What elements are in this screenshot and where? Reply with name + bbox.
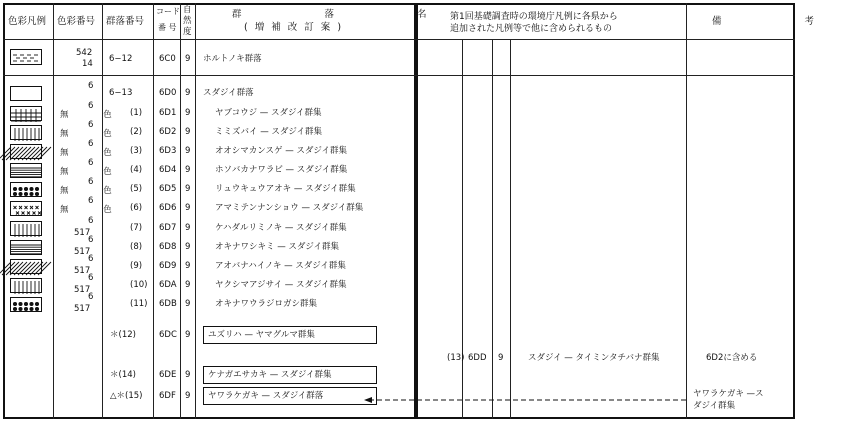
row0-name: ホルトノキ群落 bbox=[203, 54, 262, 64]
row-group-11: (11) bbox=[130, 299, 148, 309]
row-code-13: 6DE bbox=[159, 370, 177, 380]
row-color-a-11: 6 bbox=[88, 292, 94, 302]
row-nat-13: 9 bbox=[185, 370, 191, 380]
legend-swatch-6 bbox=[10, 201, 42, 216]
row-color-b-8: 517 bbox=[74, 247, 91, 257]
row-color-a-6: 6 bbox=[88, 196, 94, 206]
row-nat-5: 9 bbox=[185, 184, 191, 194]
row-group-5: (5) bbox=[130, 184, 143, 194]
row-name-4: ホソバカナワラビ — スダジイ群集 bbox=[215, 165, 348, 175]
row0-color-a: 542 bbox=[76, 48, 93, 58]
right-entry-number: (13) bbox=[447, 353, 465, 363]
rcol-line-3 bbox=[492, 39, 493, 419]
dots-pattern-icon bbox=[11, 185, 41, 198]
row-code-7: 6D7 bbox=[159, 223, 177, 233]
row-group-14: △＊(15) bbox=[110, 391, 143, 401]
row-group-6: (6) bbox=[130, 203, 143, 213]
row-nat-7: 9 bbox=[185, 223, 191, 233]
row-code-2: 6D2 bbox=[159, 127, 177, 137]
row-code-10: 6DA bbox=[159, 280, 177, 290]
legend-swatch-11 bbox=[10, 297, 42, 312]
legend-swatch-9 bbox=[10, 259, 42, 274]
row-name-14: ヤワラケガキ — スダジイ群落 bbox=[208, 391, 324, 401]
row0-code: 6C0 bbox=[159, 54, 176, 64]
row-name-11: オキナワウラジロガシ群集 bbox=[215, 299, 318, 309]
header-color-number: 色彩番号 bbox=[57, 16, 96, 27]
row-mu-3: 無 色 bbox=[60, 148, 128, 158]
plain-pattern-icon bbox=[11, 89, 41, 102]
row-name-10: ヤクシマアジサイ — スダジイ群集 bbox=[215, 280, 347, 290]
row-nat-9: 9 bbox=[185, 261, 191, 271]
col-line-4 bbox=[180, 3, 181, 419]
dots-pattern-icon bbox=[11, 300, 41, 313]
rcol-line-4 bbox=[510, 39, 511, 419]
row-nat-3: 9 bbox=[185, 146, 191, 156]
row-color-a-5: 6 bbox=[88, 177, 94, 187]
row-nat-10: 9 bbox=[185, 280, 191, 290]
row-nat-2: 9 bbox=[185, 127, 191, 137]
row-nat-0: 9 bbox=[185, 88, 191, 98]
row-name-0: スダジイ群落 bbox=[203, 88, 254, 98]
row-group-3: (3) bbox=[130, 146, 143, 156]
header-rule-right bbox=[416, 39, 795, 40]
legend-swatch-5 bbox=[10, 182, 42, 197]
row-group-4: (4) bbox=[130, 165, 143, 175]
row-nat-11: 9 bbox=[185, 299, 191, 309]
row-name-1: ヤブコウジ — スダジイ群集 bbox=[215, 108, 322, 118]
horiz-pattern-icon bbox=[11, 166, 41, 179]
row-mu-5: 無 色 bbox=[60, 186, 128, 196]
row-color-b-7: 517 bbox=[74, 228, 91, 238]
row-group-10: (10) bbox=[130, 280, 148, 290]
row-nat-14: 9 bbox=[185, 391, 191, 401]
row-name-8: オキナワシキミ — スダジイ群集 bbox=[215, 242, 339, 252]
header-first-survey-2: 追加された凡例等で他に含められるもの bbox=[450, 24, 613, 34]
row-name-6: アマミテンナンショウ — スダジイ群集 bbox=[215, 203, 364, 213]
header-name-1: 群 落 名 bbox=[232, 9, 467, 20]
row-color-a-7: 6 bbox=[88, 216, 94, 226]
row-nat-6: 9 bbox=[185, 203, 191, 213]
row-group-9: (9) bbox=[130, 261, 143, 271]
header-natural-3: 度 bbox=[183, 27, 192, 37]
row-name-3: オオシマカンスゲ — スダジイ群集 bbox=[215, 146, 347, 156]
row-color-b-9: 517 bbox=[74, 266, 91, 276]
header-code-1: コード bbox=[156, 7, 180, 16]
rcol-line-1 bbox=[686, 3, 687, 419]
row-code-0: 6D0 bbox=[159, 88, 177, 98]
row-name-5: リュウキュウアオキ — スダジイ群集 bbox=[215, 184, 356, 194]
row-color-a-4: 6 bbox=[88, 158, 94, 168]
row-color-a-1: 6 bbox=[88, 101, 94, 111]
diag-pattern-icon bbox=[11, 262, 41, 275]
row-mu-2: 無 色 bbox=[60, 129, 128, 139]
diag-pattern-icon bbox=[11, 147, 41, 160]
row-group-0: 6−13 bbox=[109, 88, 133, 98]
legend-swatch-10 bbox=[10, 278, 42, 293]
row-code-14: 6DF bbox=[159, 391, 176, 401]
row-color-a-2: 6 bbox=[88, 120, 94, 130]
right-entry-nat: 9 bbox=[498, 353, 504, 363]
col-line-5 bbox=[195, 3, 196, 419]
row0-rule-right bbox=[416, 75, 795, 76]
row-color-a-3: 6 bbox=[88, 139, 94, 149]
row-mu-4: 無 色 bbox=[60, 167, 128, 177]
row-group-8: (8) bbox=[130, 242, 143, 252]
row-mu-6: 無 色 bbox=[60, 205, 128, 215]
row-code-4: 6D4 bbox=[159, 165, 177, 175]
row-color-a-0: 6 bbox=[88, 81, 94, 91]
legend-swatch-dashed bbox=[10, 49, 42, 65]
legend-swatch-1 bbox=[10, 106, 42, 121]
row-nat-4: 9 bbox=[185, 165, 191, 175]
row-code-11: 6DB bbox=[159, 299, 177, 309]
row-name-9: アオバナハイノキ — スダジイ群集 bbox=[215, 261, 346, 271]
row-group-2: (2) bbox=[130, 127, 143, 137]
vert-pattern-icon bbox=[11, 224, 41, 237]
row-color-a-9: 6 bbox=[88, 254, 94, 264]
header-natural-2: 然 bbox=[183, 16, 192, 26]
header-color-legend: 色彩凡例 bbox=[8, 16, 47, 27]
row-code-5: 6D5 bbox=[159, 184, 177, 194]
vert-pattern-icon bbox=[11, 281, 41, 294]
row-group-12: ＊(12) bbox=[110, 330, 136, 340]
row-name-7: ケハダルリミノキ — スダジイ群集 bbox=[215, 223, 347, 233]
right-entry-remark: 6D2に含める bbox=[706, 353, 758, 363]
row-code-3: 6D3 bbox=[159, 146, 177, 156]
legend-swatch-0 bbox=[10, 86, 42, 101]
row0-rule-left bbox=[3, 75, 416, 76]
row-code-1: 6D1 bbox=[159, 108, 177, 118]
right-entry-remark2-line1: ヤワラケガキ —ス bbox=[693, 389, 764, 399]
header-group-number: 群落番号 bbox=[106, 16, 145, 27]
dashed-arrow-icon bbox=[360, 392, 690, 408]
row0-nat: 9 bbox=[185, 54, 191, 64]
row-nat-8: 9 bbox=[185, 242, 191, 252]
header-remarks: 備 考 bbox=[712, 16, 854, 27]
legend-swatch-3 bbox=[10, 144, 42, 159]
right-entry-remark2-line2: ダジイ群集 bbox=[693, 401, 736, 411]
header-name-2: ( 増 補 改 訂 案 ) bbox=[244, 22, 344, 33]
cross-pattern-icon bbox=[11, 204, 41, 217]
row-name-13: ケナガエサカキ — スダジイ群集 bbox=[208, 370, 332, 380]
row-name-2: ミミズバイ — スダジイ群集 bbox=[215, 127, 322, 137]
row-name-box-13 bbox=[203, 366, 377, 384]
right-entry-name: スダジイ — タイミンタチバナ群集 bbox=[528, 353, 660, 363]
legend-swatch-7 bbox=[10, 221, 42, 236]
row-color-a-8: 6 bbox=[88, 235, 94, 245]
row-group-1: (1) bbox=[130, 108, 143, 118]
row-mu-1: 無 色 bbox=[60, 110, 128, 120]
dashed-pattern-icon bbox=[11, 51, 41, 65]
row-color-a-10: 6 bbox=[88, 273, 94, 283]
header-rule-left bbox=[3, 39, 416, 40]
legend-swatch-8 bbox=[10, 240, 42, 255]
row-name-12: ユズリハ — ヤマグルマ群集 bbox=[208, 330, 315, 340]
col-line-1 bbox=[53, 3, 54, 419]
row-code-6: 6D6 bbox=[159, 203, 177, 213]
grid-pattern-icon bbox=[11, 109, 41, 122]
col-line-3 bbox=[153, 3, 154, 419]
row-nat-12: 9 bbox=[185, 330, 191, 340]
row-color-b-10: 517 bbox=[74, 285, 91, 295]
row-name-box-12 bbox=[203, 326, 377, 344]
row0-group: 6−12 bbox=[109, 54, 133, 64]
row-nat-1: 9 bbox=[185, 108, 191, 118]
header-code-2: 番 号 bbox=[158, 23, 177, 32]
header-natural-1: 自 bbox=[183, 5, 192, 15]
row-color-b-11: 517 bbox=[74, 304, 91, 314]
row0-color-b: 14 bbox=[82, 59, 93, 69]
row-group-7: (7) bbox=[130, 223, 143, 233]
right-entry-code: 6DD bbox=[468, 353, 487, 363]
row-code-9: 6D9 bbox=[159, 261, 177, 271]
header-first-survey-1: 第1回基礎調査時の環境庁凡例に各県から bbox=[450, 12, 618, 22]
row-name-box-14 bbox=[203, 387, 377, 405]
legend-swatch-2 bbox=[10, 125, 42, 140]
horiz-pattern-icon bbox=[11, 243, 41, 256]
legend-swatch-4 bbox=[10, 163, 42, 178]
row-code-8: 6D8 bbox=[159, 242, 177, 252]
vert-pattern-icon bbox=[11, 128, 41, 141]
row-group-13: ＊(14) bbox=[110, 370, 136, 380]
row-code-12: 6DC bbox=[159, 330, 177, 340]
